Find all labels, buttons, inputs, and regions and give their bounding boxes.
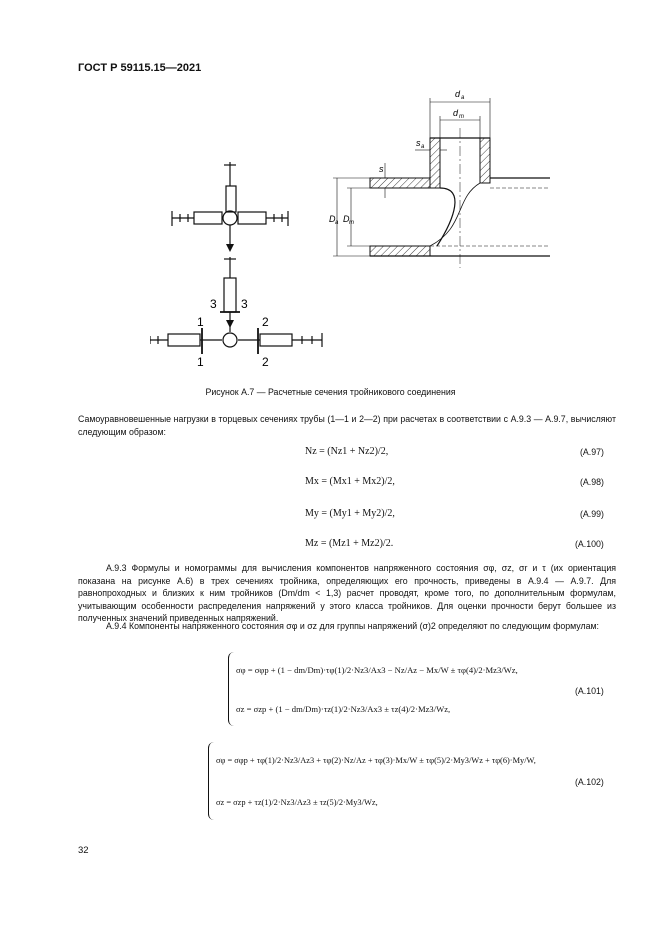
brace <box>228 652 235 726</box>
section-label: 1 <box>197 315 204 329</box>
dim-Da: D <box>329 214 336 224</box>
section-label: 1 <box>197 355 204 369</box>
equation-a101-row1: σφ = σφp + (1 − dm/Dm)·τφ(1)/2·Nz3/Ax3 − Nz/Az − Mx/W ± τφ(4)/2·Mz3/Wz, <box>236 665 518 675</box>
section-label: 3 <box>241 297 248 311</box>
tee-drawing <box>315 88 565 273</box>
dim-s: s <box>379 164 384 174</box>
equation-a98: Mx = (Mx1 + Mx2)/2, <box>305 476 395 487</box>
page-number: 32 <box>78 845 89 856</box>
dim-sub: a <box>461 95 465 101</box>
paragraph-loads: Самоуравновешенные нагрузки в торцевых сечениях трубы (1—1 и 2—2) при расчетах в соответствии с А.9.3 — А.9.7, вычисляют следующим образом: <box>78 414 616 437</box>
equation-a102-row2: σz = σzp + τz(1)/2·Nz3/Az3 ± τz(5)/2·My3/Wz, <box>216 798 378 807</box>
dim-sub: m <box>349 220 354 226</box>
equation-a100: Mz = (Mz1 + Mz2)/2. <box>305 538 394 549</box>
dim-dm: d <box>453 108 459 118</box>
figure-caption: Рисунок А.7 — Расчетные сечения тройникового соединения <box>205 387 456 397</box>
section-label: 2 <box>262 315 269 329</box>
equation-a101-row2: σz = σzp + (1 − dm/Dm)·τz(1)/2·Nz3/Ax3 ± τz(4)/2·Mz3/Wz, <box>236 704 451 714</box>
dim-da: d <box>455 89 461 99</box>
equation-number: (А.98) <box>580 477 604 487</box>
paragraph-a93: А.9.3 Формулы и номограммы для вычисления компонентов напряженного состояния σφ, σz, σr и τ (их ориентация показана на рисунке А.6) в трех сечениях тройника, определяющих его прочность, приведены в А.9.4 — А.9.7. Для равнопроходных и близких к ним тройников (Dm/dm < 1,3) расчет проводят, кроме того, по дополнительным формулам, учитывающим особенности распределения напряжений у этого класса тройников. Для оценки прочности берут большее из полученных значений приведенных напряжений. <box>78 563 616 624</box>
brace <box>208 742 215 820</box>
dim-sub: a <box>335 220 339 226</box>
document-header: ГОСТ Р 59115.15—2021 <box>78 62 202 74</box>
equation-number: (А.101) <box>575 686 604 696</box>
equation-number: (А.100) <box>575 539 604 549</box>
section-label: 3 <box>210 297 217 311</box>
equation-a97: Nz = (Nz1 + Nz2)/2, <box>305 446 389 457</box>
dim-Dm: D <box>343 214 350 224</box>
paragraph-a94: А.9.4 Компоненты напряженного состояния σφ и σz для группы напряжений (σ)2 определяют по следующим формулам: <box>106 621 599 631</box>
equation-a102-row1: σφ = σφp + τφ(1)/2·Nz3/Az3 + τφ(2)·Nz/Az + τφ(3)·Mx/W ± τφ(5)/2·My3/Wz + τφ(6)·My/W, <box>216 756 536 765</box>
equation-a99: My = (My1 + My2)/2, <box>305 508 395 519</box>
dim-sub: a <box>421 144 425 150</box>
section-label: 2 <box>262 355 269 369</box>
dim-sub: m <box>459 114 464 120</box>
dim-sa: s <box>416 138 421 148</box>
equation-number: (А.102) <box>575 777 604 787</box>
equation-number: (А.99) <box>580 509 604 519</box>
equation-number: (А.97) <box>580 447 604 457</box>
